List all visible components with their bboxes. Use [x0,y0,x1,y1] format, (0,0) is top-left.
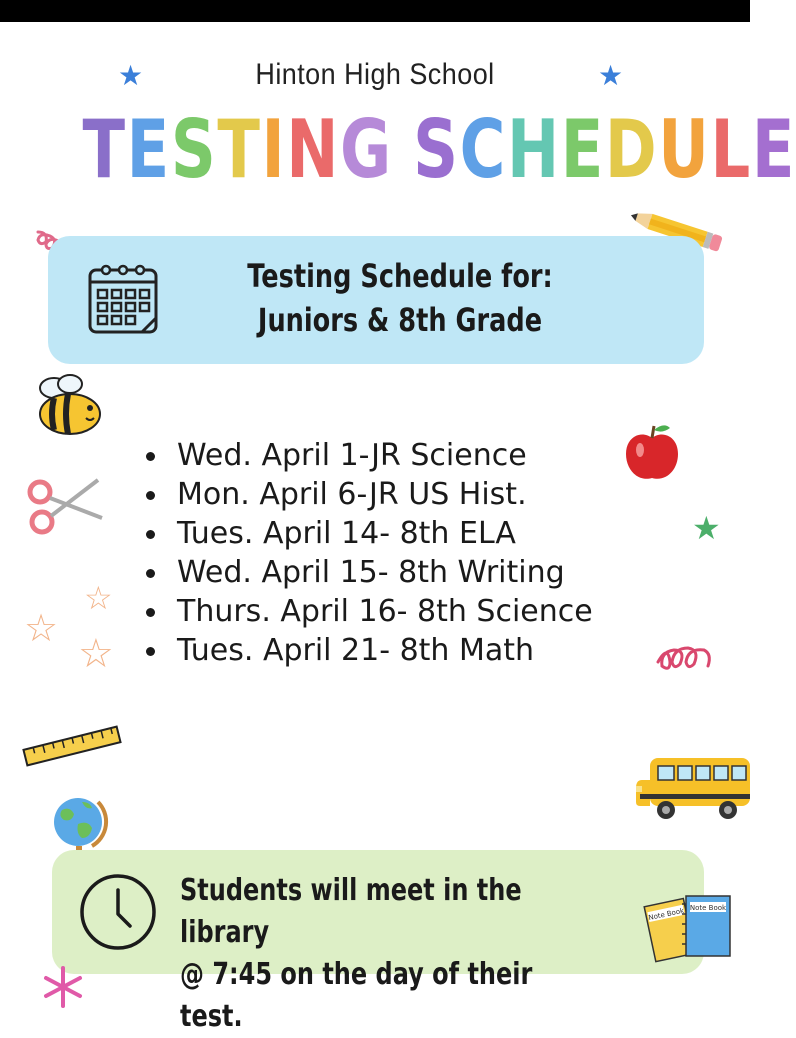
schedule-item: Mon. April 6-JR US Hist. [140,475,660,514]
footer-line-2: @ 7:45 on the day of their test. [180,957,533,1034]
title-letter: N [286,103,341,196]
notebook-label: Note Book [689,904,727,912]
title-letter: T [217,103,262,196]
title-letter: E [560,103,605,196]
scissors-icon [24,474,106,544]
swirl-icon [654,636,734,676]
title-letter: S [413,103,460,196]
asterisk-icon [38,962,88,1012]
info-box-text [240,254,560,342]
ruler-icon [20,722,124,770]
title-letter: L [710,103,752,196]
schedule-item: Tues. April 21- 8th Math [140,631,660,670]
title-letter: C [459,103,507,196]
star-icon: ☆ [84,579,113,617]
schedule-item: Tues. April 14- 8th ELA [140,514,660,553]
footer-line-1: Students will meet in the library [180,873,522,950]
clock-icon [76,870,160,954]
title-letter: E [126,103,171,196]
school-name: Hinton High School [255,58,495,91]
title-letter: H [506,103,561,196]
title-letter: T [82,103,127,196]
title-letter: S [170,103,218,196]
footer-box-text [180,870,596,1038]
notebook-icon [640,888,736,972]
schedule-item: Wed. April 15- 8th Writing [140,553,660,592]
schedule-item: Wed. April 1-JR Science [140,436,660,475]
schedule-item: Thurs. April 16- 8th Science [140,592,660,631]
title-letter: G [340,103,393,196]
title-letter: U [658,103,711,196]
star-icon: ☆ [24,606,59,650]
page-title [82,100,796,200]
star-icon: ★ [692,509,721,547]
title-letter: I [261,103,287,196]
notebook-label: Note Book [647,906,685,923]
star-icon: ★ [598,59,624,92]
title-letter: D [604,103,659,196]
school-bus-icon [636,750,750,824]
star-icon: ★ [118,59,144,92]
info-line-2: Juniors & 8th Grade [257,301,543,339]
top-bar [0,0,750,22]
info-line-1: Testing Schedule for: [247,257,553,295]
star-icon: ☆ [78,631,114,677]
schedule-list [140,436,660,670]
title-letter: E [751,103,796,196]
bee-icon [32,372,108,438]
calendar-icon [86,262,160,338]
